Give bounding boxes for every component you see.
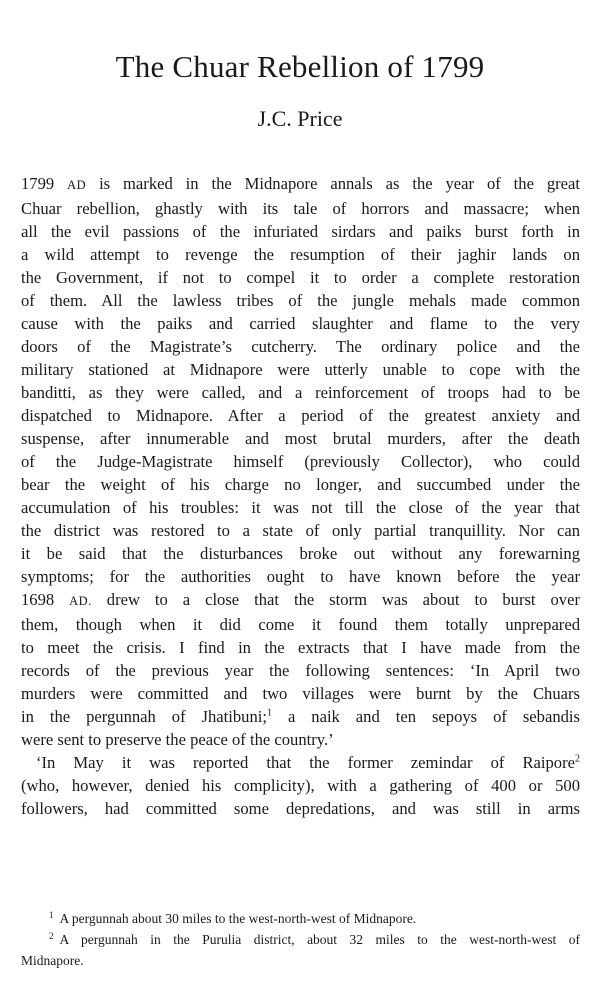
era-small-caps: AD [67,178,87,192]
text-line: accumulation of his troubles: it was not till the close of the year that [21,498,580,517]
text-line: in the pergunnah of Jhatibuni;$^1$ a naik and ten sepoys of sebandis [21,707,580,726]
text-line: (who, however, denied his complicity), with a gathering of 400 or 500 [21,776,580,795]
text-line: the Government, if not to compel it to order a complete restoration [21,268,580,287]
text-line: dispatched to Midnapore. After a period of the greatest anxiety and [21,406,580,425]
era-small-caps: AD. [69,594,92,608]
text-line: the district was restored to a state of only partial tranquillity. Nor can [21,521,580,540]
footnotes [21,908,580,971]
text-line: records of the previous year the following sentences: ‘In April two [21,661,580,680]
text-line: military stationed at Midnapore were utterly unable to cope with the [21,360,580,379]
text-line: symptoms; for the authorities ought to have known before the year [21,567,580,586]
author-name: J.C. Price [257,106,343,131]
footnote-number: 1 [49,909,54,920]
footnote-continuation: Midnapore. [21,953,84,968]
text-line: cause with the paiks and carried slaughter and flame to the very [21,314,580,333]
text-line: suspense, after innumerable and most brutal murders, after the death [21,429,580,448]
footnote-ref: 2 [575,753,580,765]
footnote-text: A pergunnah in the Purulia district, about 32 miles to the west-north-west of [59,932,580,947]
text-line: it be said that the disturbances broke out without any forewarning [21,544,580,563]
footnote-text: A pergunnah about 30 miles to the west-north-west of Midnapore. [59,911,417,926]
text-line: to meet the crisis. I find in the extracts that I have made from the [21,638,580,657]
text-line: bear the weight of his charge no longer, and succumbed under the [21,475,580,494]
text-line: 1698 AD. drew to a close that the storm was about to burst over [21,590,580,609]
text-line: banditti, as they were called, and a reinforcement of troops had to be [21,383,580,402]
text-line: murders were committed and two villages were burnt by the Chuars [21,684,580,703]
footnote [21,929,580,950]
text-line: them, though when it did come it found them totally unprepared [21,615,580,634]
text-line: of the Judge-Magistrate himself (previously Collector), who could [21,452,580,471]
text-line: of them. All the lawless tribes of the jungle mehals made common [21,291,580,310]
text-line: a wild attempt to revenge the resumption of their jaghir lands on [21,245,580,264]
footnote [21,908,580,929]
body-text [21,172,580,820]
text-line: followers, had committed some depredations, and was still in arms [21,799,580,818]
text-line: ‘In May it was reported that the former zemindar of Raipore$^2$ [36,753,580,772]
text-line: doors of the Magistrate’s cutcherry. The ordinary police and the [21,337,580,356]
text-line: were sent to preserve the peace of the country.’ [21,730,334,749]
footnote-ref: 1 [267,707,273,719]
text-line: all the evil passions of the infuriated sirdars and paiks burst forth in [21,222,580,241]
text-line: 1799 AD is marked in the Midnapore annals as the year of the great [21,174,581,193]
footnote-number: 2 [49,930,54,941]
text-line: Chuar rebellion, ghastly with its tale of horrors and massacre; when [21,199,580,218]
chapter-title: The Chuar Rebellion of 1799 [115,49,485,84]
